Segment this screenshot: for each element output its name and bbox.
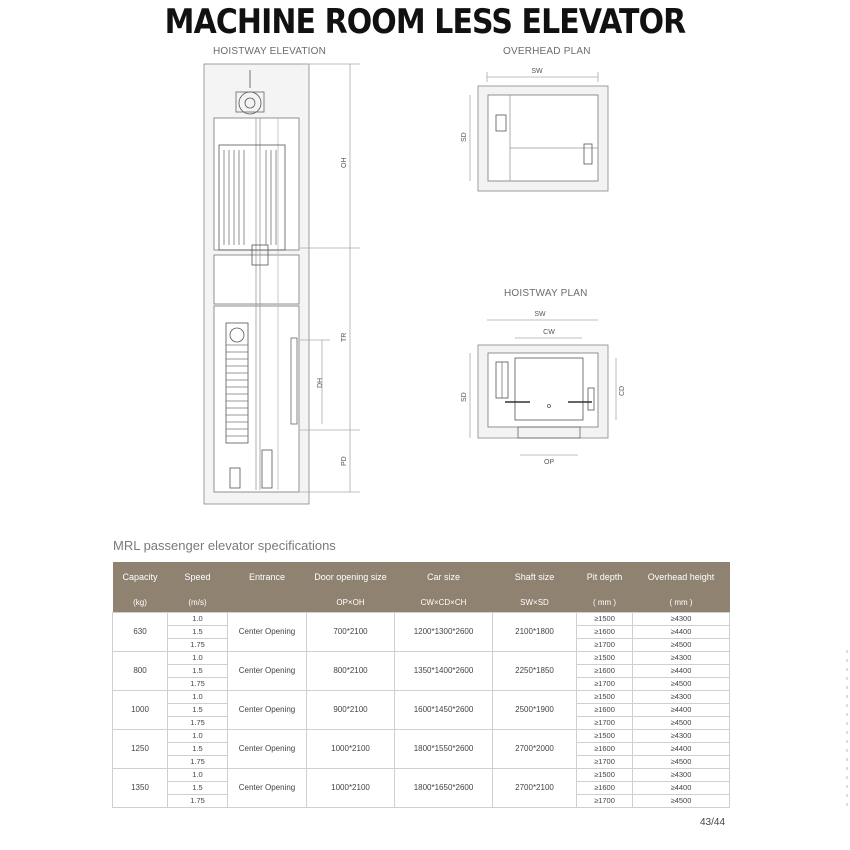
pit-depth-cell: ≥1600 bbox=[577, 743, 633, 756]
overhead-height-cell: ≥4400 bbox=[633, 665, 730, 678]
speed-cell: 1.0 bbox=[168, 652, 228, 665]
hoistway-dim-cd: CD bbox=[619, 385, 626, 396]
unit-speed: (m/s) bbox=[168, 592, 228, 613]
shaft-size-cell: 2500*1900 bbox=[493, 691, 577, 730]
overhead-plan-label: OVERHEAD PLAN bbox=[503, 46, 591, 57]
pit-depth-cell: ≥1500 bbox=[577, 652, 633, 665]
col-capacity: Capacity bbox=[113, 562, 168, 592]
shaft-size-cell: 2100*1800 bbox=[493, 613, 577, 652]
speed-cell: 1.75 bbox=[168, 717, 228, 730]
spec-table-body bbox=[113, 613, 730, 808]
shaft-size-cell: 2700*2000 bbox=[493, 730, 577, 769]
door-size-cell: 800*2100 bbox=[307, 652, 395, 691]
speed-cell: 1.0 bbox=[168, 691, 228, 704]
pit-depth-cell: ≥1600 bbox=[577, 782, 633, 795]
pit-depth-cell: ≥1500 bbox=[577, 769, 633, 782]
table-row bbox=[113, 730, 730, 743]
dim-oh: OH bbox=[341, 157, 348, 168]
overhead-height-cell: ≥4500 bbox=[633, 756, 730, 769]
capacity-cell: 1350 bbox=[113, 769, 168, 808]
speed-cell: 1.0 bbox=[168, 769, 228, 782]
pit-depth-cell: ≥1700 bbox=[577, 639, 633, 652]
capacity-cell: 800 bbox=[113, 652, 168, 691]
hoistway-dim-sd: SD bbox=[461, 392, 468, 402]
shaft-size-cell: 2250*1850 bbox=[493, 652, 577, 691]
speed-cell: 1.5 bbox=[168, 704, 228, 717]
shaft-size-cell: 2700*2100 bbox=[493, 769, 577, 808]
edge-marks bbox=[844, 650, 850, 810]
col-door-opening: Door opening size bbox=[307, 562, 395, 592]
overhead-height-cell: ≥4300 bbox=[633, 730, 730, 743]
dim-tr: TR bbox=[341, 332, 348, 342]
pit-depth-cell: ≥1500 bbox=[577, 613, 633, 626]
speed-cell: 1.5 bbox=[168, 743, 228, 756]
pit-depth-cell: ≥1600 bbox=[577, 665, 633, 678]
door-size-cell: 900*2100 bbox=[307, 691, 395, 730]
door-size-cell: 1000*2100 bbox=[307, 730, 395, 769]
hoistway-plan-drawing bbox=[470, 320, 616, 455]
col-car-size: Car size bbox=[395, 562, 493, 592]
overhead-height-cell: ≥4300 bbox=[633, 652, 730, 665]
speed-cell: 1.75 bbox=[168, 678, 228, 691]
overhead-height-cell: ≥4400 bbox=[633, 743, 730, 756]
overhead-height-cell: ≥4400 bbox=[633, 782, 730, 795]
speed-cell: 1.75 bbox=[168, 756, 228, 769]
col-entrance: Entrance bbox=[228, 562, 307, 613]
entrance-cell: Center Opening bbox=[228, 730, 307, 769]
overhead-height-cell: ≥4400 bbox=[633, 704, 730, 717]
hoistway-plan-label: HOISTWAY PLAN bbox=[504, 288, 588, 299]
car-size-cell: 1800*1550*2600 bbox=[395, 730, 493, 769]
capacity-cell: 1250 bbox=[113, 730, 168, 769]
capacity-cell: 630 bbox=[113, 613, 168, 652]
overhead-height-cell: ≥4500 bbox=[633, 639, 730, 652]
overhead-dim-sw: SW bbox=[531, 68, 543, 75]
unit-overhead-height: ( mm ) bbox=[633, 592, 730, 613]
speed-cell: 1.75 bbox=[168, 639, 228, 652]
overhead-plan-drawing bbox=[470, 72, 608, 191]
table-row bbox=[113, 769, 730, 782]
overhead-height-cell: ≥4400 bbox=[633, 626, 730, 639]
speed-cell: 1.0 bbox=[168, 613, 228, 626]
dim-dh: DH bbox=[317, 377, 324, 388]
col-speed: Speed bbox=[168, 562, 228, 592]
pit-depth-cell: ≥1700 bbox=[577, 795, 633, 808]
car-size-cell: 1350*1400*2600 bbox=[395, 652, 493, 691]
hoistway-dim-sw: SW bbox=[534, 311, 546, 318]
hoistway-elevation-drawing bbox=[204, 64, 360, 504]
page-number: 43/44 bbox=[700, 817, 726, 828]
door-size-cell: 1000*2100 bbox=[307, 769, 395, 808]
col-pit-depth: Pit depth bbox=[577, 562, 633, 592]
capacity-cell: 1000 bbox=[113, 691, 168, 730]
speed-cell: 1.5 bbox=[168, 782, 228, 795]
overhead-height-cell: ≥4500 bbox=[633, 717, 730, 730]
entrance-cell: Center Opening bbox=[228, 691, 307, 730]
overhead-height-cell: ≥4300 bbox=[633, 769, 730, 782]
speed-cell: 1.5 bbox=[168, 626, 228, 639]
unit-shaft-size: SW×SD bbox=[493, 592, 577, 613]
door-size-cell: 700*2100 bbox=[307, 613, 395, 652]
overhead-dim-sd: SD bbox=[461, 132, 468, 142]
hoistway-dim-cw: CW bbox=[543, 329, 555, 336]
col-shaft-size: Shaft size bbox=[493, 562, 577, 592]
pit-depth-cell: ≥1700 bbox=[577, 678, 633, 691]
pit-depth-cell: ≥1500 bbox=[577, 730, 633, 743]
pit-depth-cell: ≥1700 bbox=[577, 756, 633, 769]
overhead-height-cell: ≥4500 bbox=[633, 678, 730, 691]
speed-cell: 1.0 bbox=[168, 730, 228, 743]
overhead-height-cell: ≥4300 bbox=[633, 613, 730, 626]
pit-depth-cell: ≥1600 bbox=[577, 704, 633, 717]
speed-cell: 1.5 bbox=[168, 665, 228, 678]
pit-depth-cell: ≥1600 bbox=[577, 626, 633, 639]
hoistway-elevation-label: HOISTWAY ELEVATION bbox=[213, 46, 327, 57]
table-row bbox=[113, 613, 730, 626]
unit-capacity: (kg) bbox=[113, 592, 168, 613]
spec-header-row bbox=[113, 562, 730, 592]
entrance-cell: Center Opening bbox=[228, 652, 307, 691]
col-overhead-height: Overhead height bbox=[633, 562, 730, 592]
entrance-cell: Center Opening bbox=[228, 769, 307, 808]
car-size-cell: 1600*1450*2600 bbox=[395, 691, 493, 730]
car-size-cell: 1200*1300*2600 bbox=[395, 613, 493, 652]
spec-units-row bbox=[113, 592, 730, 613]
speed-cell: 1.75 bbox=[168, 795, 228, 808]
hoistway-dim-op: OP bbox=[543, 459, 555, 466]
unit-car-size: CW×CD×CH bbox=[395, 592, 493, 613]
unit-door-opening: OP×OH bbox=[307, 592, 395, 613]
overhead-height-cell: ≥4300 bbox=[633, 691, 730, 704]
pit-depth-cell: ≥1700 bbox=[577, 717, 633, 730]
table-row bbox=[113, 691, 730, 704]
table-row bbox=[113, 652, 730, 665]
unit-pit-depth: ( mm ) bbox=[577, 592, 633, 613]
spec-table bbox=[112, 562, 730, 808]
overhead-height-cell: ≥4500 bbox=[633, 795, 730, 808]
entrance-cell: Center Opening bbox=[228, 613, 307, 652]
car-size-cell: 1800*1650*2600 bbox=[395, 769, 493, 808]
page-title: MACHINE ROOM LESS ELEVATOR bbox=[164, 2, 686, 42]
pit-depth-cell: ≥1500 bbox=[577, 691, 633, 704]
spec-table-title: MRL passenger elevator specifications bbox=[113, 538, 336, 553]
dim-pd: PD bbox=[341, 456, 348, 466]
